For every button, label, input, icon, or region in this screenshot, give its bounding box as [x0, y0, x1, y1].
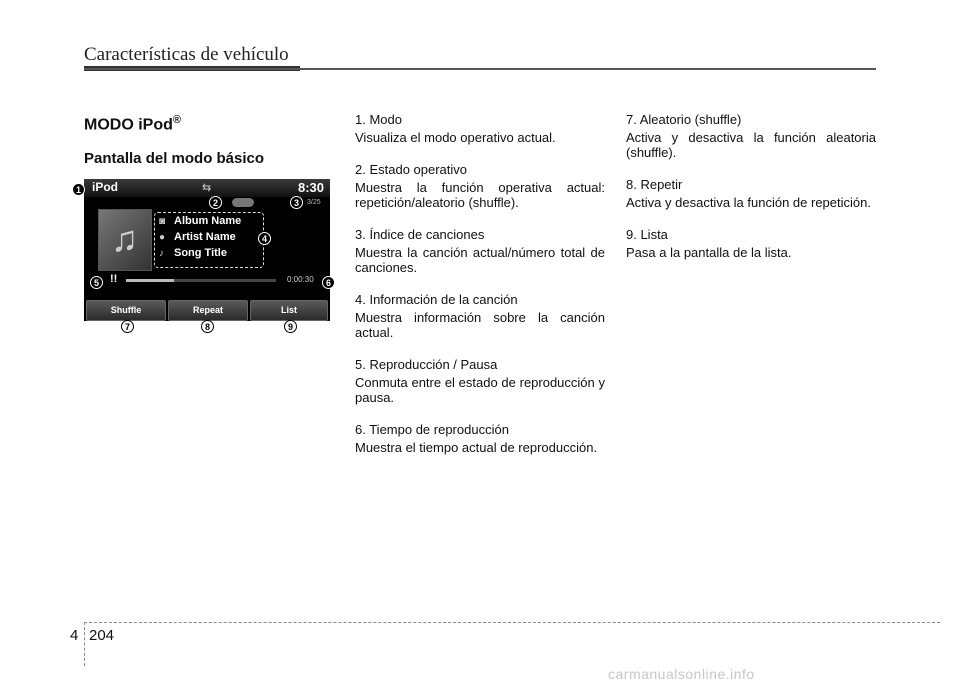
album-line [159, 215, 241, 227]
footer-rule [84, 622, 940, 623]
item-title: 7. Aleatorio (shuffle) [626, 112, 742, 127]
item-repetir [626, 177, 876, 210]
item-desc: Muestra la canción actual/número total de canciones. [355, 245, 605, 275]
item-desc: Muestra información sobre la canción actual. [355, 310, 605, 340]
item-desc: Pasa a la pantalla de la lista. [626, 245, 792, 260]
song-icon: ♪ [159, 248, 164, 259]
status-pill-icon [232, 198, 254, 207]
item-desc: Muestra la función operativa actual: repetición/aleatorio (shuffle). [355, 180, 605, 210]
description-column-right [626, 112, 876, 277]
screen-button-row [84, 300, 330, 321]
item-desc: Activa y desactiva la función aleatoria (shuffle). [626, 130, 876, 160]
callout-1: 1 [72, 183, 85, 196]
item-desc: Conmuta entre el estado de reproducción y pausa. [355, 375, 605, 405]
item-title: 2. Estado operativo [355, 162, 468, 177]
progress-bar [126, 279, 276, 282]
screen-clock: 8:30 [297, 180, 324, 195]
artist-name: Artist Name [174, 231, 236, 243]
item-title: 1. Modo [355, 112, 402, 127]
callout-6: 6 [322, 276, 335, 289]
item-desc: Muestra el tiempo actual de reproducción. [355, 440, 598, 455]
artist-line [159, 231, 236, 243]
chapter-number: 4 [70, 627, 79, 644]
song-title: Song Title [174, 247, 227, 259]
song-info-box [154, 212, 264, 268]
song-counter: 3/25 [307, 199, 321, 206]
album-name: Album Name [174, 215, 242, 227]
header-rule [84, 68, 876, 70]
item-title: 8. Repetir [626, 177, 683, 192]
section-title [84, 114, 181, 134]
header-title: Características de vehículo [84, 44, 289, 65]
callout-4: 4 [258, 232, 271, 245]
item-estado-operativo [355, 162, 605, 210]
page-number: 204 [89, 627, 115, 644]
repeat-button: Repeat [168, 300, 248, 321]
item-reproduccion-pausa [355, 357, 605, 405]
artist-icon: ● [159, 232, 166, 243]
watermark: carmanualsonline.info [608, 666, 755, 682]
item-modo [355, 112, 605, 145]
item-title: 3. Índice de canciones [355, 227, 485, 242]
song-line [159, 247, 227, 259]
callout-3: 3 [290, 196, 303, 209]
item-title: 5. Reproducción / Pausa [355, 357, 498, 372]
item-desc: Visualiza el modo operativo actual. [355, 130, 556, 145]
album-art [98, 209, 152, 271]
section-title-text: MODO iPod [84, 116, 173, 134]
footer-divider [84, 622, 85, 666]
pause-icon: !! [110, 273, 118, 285]
section-subtitle: Pantalla del modo básico [84, 150, 265, 167]
item-aleatorio [626, 112, 876, 160]
item-tiempo-reproduccion [355, 422, 605, 455]
callout-5: 5 [90, 276, 103, 289]
item-title: 9. Lista [626, 227, 668, 242]
callout-8: 8 [201, 320, 214, 333]
progress-fill [126, 279, 174, 282]
registered-mark: ® [172, 114, 181, 126]
shuffle-button: Shuffle [86, 300, 166, 321]
description-column-middle [355, 112, 605, 472]
usb-icon: ⇆ [202, 182, 212, 194]
music-note-icon: ♫ [111, 218, 138, 259]
callout-9: 9 [284, 320, 297, 333]
list-button: List [250, 300, 328, 321]
item-title: 4. Información de la canción [355, 292, 518, 307]
album-icon: ◙ [159, 216, 166, 227]
play-time: 0:00:30 [287, 275, 314, 284]
callout-2: 2 [209, 196, 222, 209]
item-informacion-cancion [355, 292, 605, 340]
callout-7: 7 [121, 320, 134, 333]
item-desc: Activa y desactiva la función de repetición. [626, 195, 871, 210]
item-title: 6. Tiempo de reproducción [355, 422, 509, 437]
item-lista [626, 227, 876, 260]
screen-mode-label: iPod [92, 180, 118, 194]
item-indice-canciones [355, 227, 605, 275]
